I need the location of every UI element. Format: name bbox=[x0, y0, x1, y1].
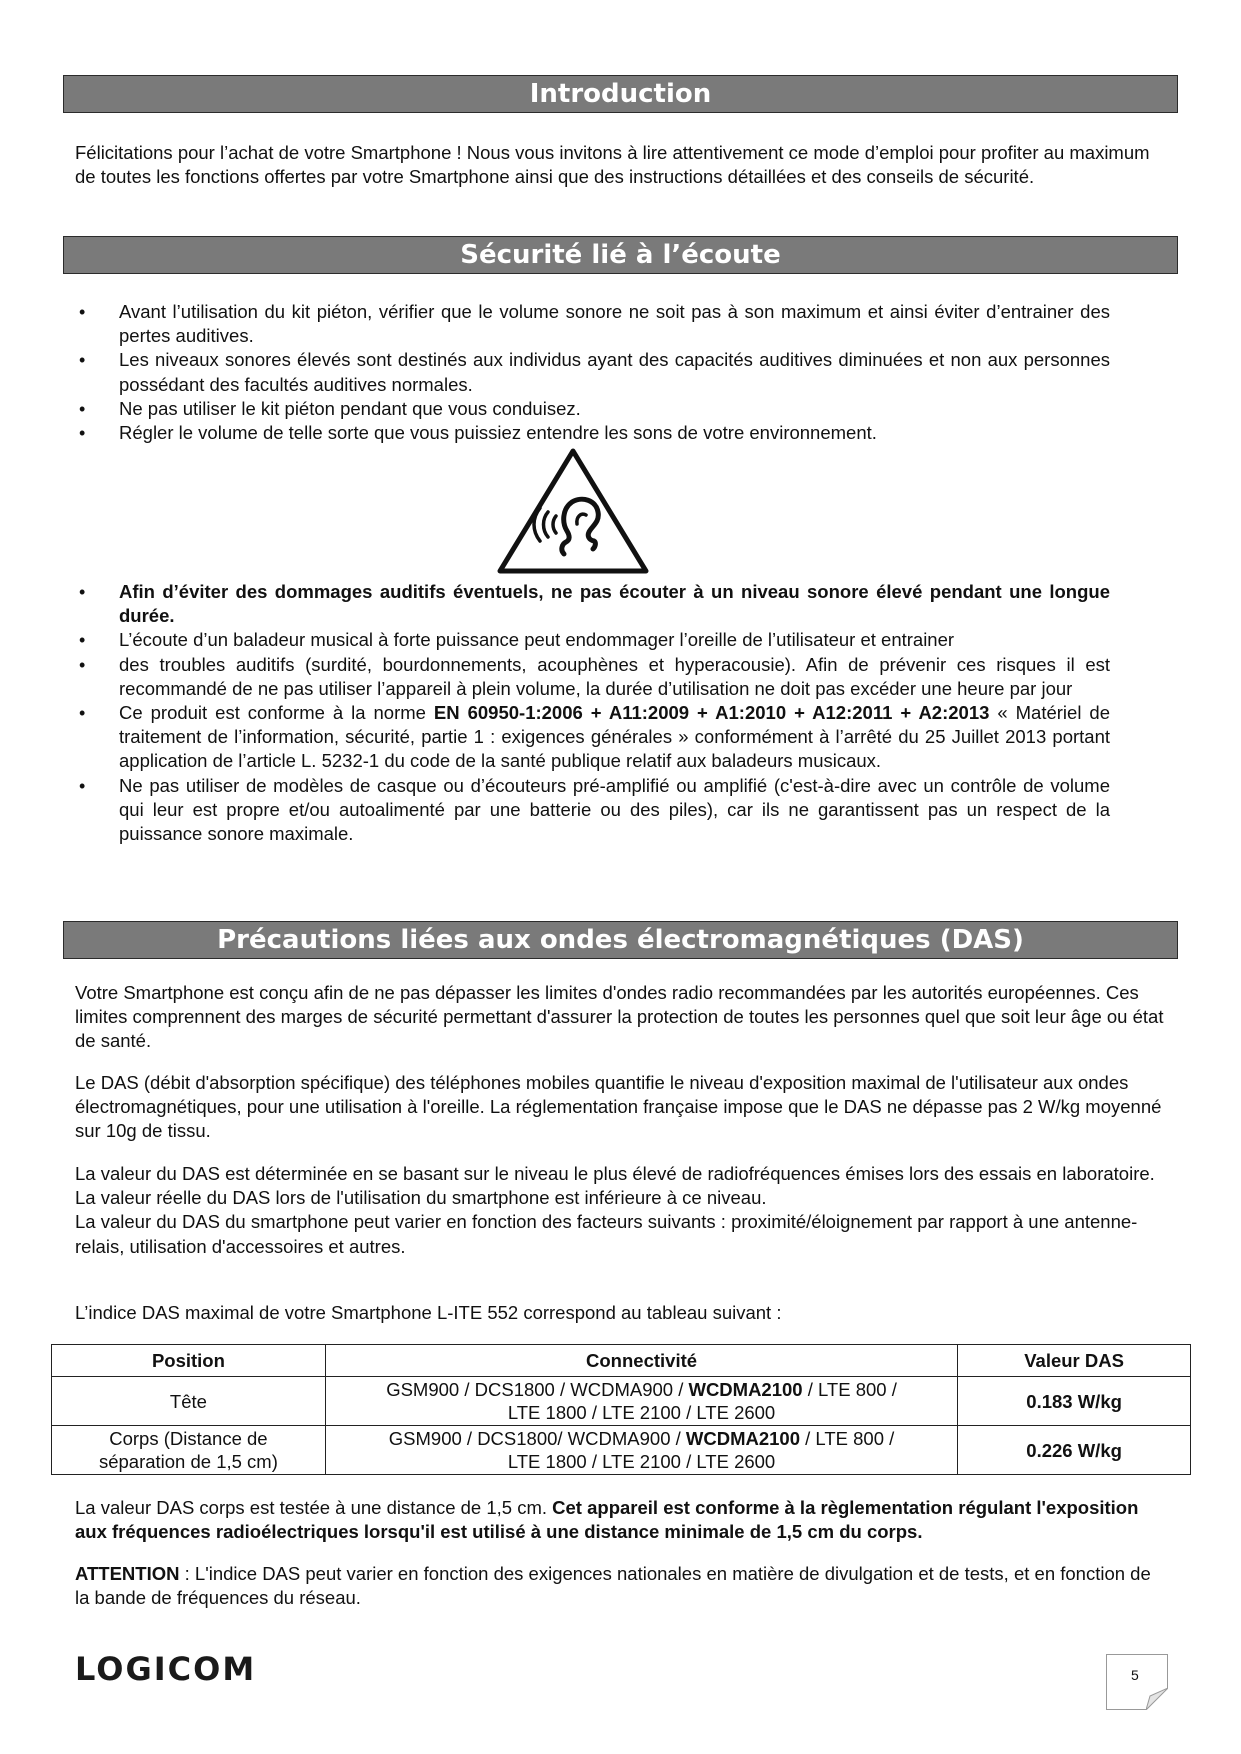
p6-text: : L'indice DAS peut varier en fonction des exigences nationales en matière de divulgation et de tests, et en fonction de la bande de fréquences du réseau. bbox=[75, 1563, 1151, 1609]
attention-label: ATTENTION bbox=[75, 1563, 180, 1584]
section-header-securite: Sécurité lié à l’écoute bbox=[63, 236, 1178, 274]
page-number-box bbox=[1106, 1654, 1168, 1710]
intro-paragraph: Félicitations pour l’achat de votre Smartphone ! Nous vous invitons à lire attentivement ce mode d’emploi pour profiter au maximum de toutes les fonctions offertes par votre Smartphone ainsi que des instructions détaillées et des conseils de sécurité. bbox=[75, 142, 1150, 188]
conn-part: GSM900 / DCS1800 / WCDMA900 / bbox=[386, 1379, 689, 1400]
column-header-position: Position bbox=[52, 1345, 326, 1377]
cell-position: Corps (Distance de séparation de 1,5 cm) bbox=[52, 1426, 326, 1475]
das-paragraph-6 bbox=[75, 1562, 1170, 1610]
cell-value: 0.226 W/kg bbox=[958, 1426, 1191, 1475]
list-item: • Régler le volume de telle sorte que vous puissiez entendre les sons de votre environnement. bbox=[75, 421, 1110, 445]
cell-value: 0.183 W/kg bbox=[958, 1377, 1191, 1426]
page-curl-icon bbox=[1146, 1688, 1168, 1710]
cell-connectivite bbox=[325, 1377, 957, 1426]
section-header-introduction: Introduction bbox=[63, 75, 1178, 113]
conn-bold: WCDMA2100 bbox=[685, 1428, 801, 1449]
list-item: • Ne pas utiliser de modèles de casque ou d’écouteurs pré-amplifié ou amplifié (c'est-à-dire avec un contrôle de volume qui leur est propre et/ou autoalimenté par une batterie ou des piles), car ils ne garantissent pas un respect de la puissance sonore maximale. bbox=[75, 774, 1110, 847]
das-table bbox=[51, 1344, 1191, 1475]
securite-list-b bbox=[75, 580, 1110, 846]
das-paragraph-3 bbox=[75, 1162, 1170, 1259]
page-number: 5 bbox=[1131, 1667, 1139, 1683]
list-item: • des troubles auditifs (surdité, bourdonnements, acouphènes et hyperacousie). Afin de prévenir ces risques il est recommandé de ne pas utiliser l’appareil à plein volume, la durée d’utilisation ne doit pas excéder une heure par jour bbox=[75, 653, 1110, 701]
conn-part: / LTE 800 / bbox=[800, 1428, 895, 1449]
list-item: • Ne pas utiliser le kit piéton pendant que vous conduisez. bbox=[75, 397, 1110, 421]
conn-line-2: LTE 1800 / LTE 2100 / LTE 2600 bbox=[507, 1451, 776, 1472]
conn-bold: WCDMA2100 bbox=[688, 1379, 803, 1400]
logicom-logo: LOGICOM bbox=[75, 1650, 257, 1688]
norm-reference: EN 60950-1:2006 + A11:2009 + A1:2010 + A12:2011 + A2:2013 bbox=[433, 702, 990, 724]
table-header-row bbox=[52, 1345, 1191, 1377]
table-row bbox=[52, 1426, 1191, 1475]
list-item: • Avant l’utilisation du kit piéton, vérifier que le volume sonore ne soit pas à son maximum et ainsi éviter d’entrainer des pertes auditives. bbox=[75, 300, 1110, 348]
cell-position: Tête bbox=[52, 1377, 326, 1426]
list-item bbox=[75, 580, 1110, 628]
conn-part: / LTE 800 / bbox=[802, 1379, 897, 1400]
das-line-3c: La valeur du DAS du smartphone peut varier en fonction des facteurs suivants : proximité/éloignement par rapport à une antenne-relais, utilisation d'accessoires et autres. bbox=[75, 1211, 1138, 1257]
list-item bbox=[75, 701, 1110, 774]
bold-warning: Afin d’éviter des dommages auditifs éventuels, ne pas écouter à un niveau sonore élevé pendant une longue durée. bbox=[119, 581, 1110, 627]
das-paragraph-2: Le DAS (débit d'absorption spécifique) des téléphones mobiles quantifie le niveau d'exposition maximal de l'utilisateur aux ondes électromagnétiques, pour une utilisation à l'oreille. La réglementation française impose que le DAS ne dépasse pas 2 W/kg moyenné sur 10g de tissu. bbox=[75, 1072, 1162, 1142]
p5-text: La valeur DAS corps est testée à une distance de 1,5 cm. bbox=[75, 1497, 553, 1518]
list-item: • Les niveaux sonores élevés sont destinés aux individus ayant des capacités auditives diminuées et non aux personnes possédant des facultés auditives normales. bbox=[75, 348, 1110, 396]
norm-intro: Ce produit est conforme à la norme bbox=[119, 702, 434, 724]
section-header-das: Précautions liées aux ondes électromagnétiques (DAS) bbox=[63, 921, 1178, 959]
table-row bbox=[52, 1377, 1191, 1426]
das-line-3a: La valeur du DAS est déterminée en se basant sur le niveau le plus élevé de radiofréquences émises lors des essais en laboratoire. bbox=[75, 1163, 1155, 1184]
securite-list-a bbox=[75, 300, 1110, 445]
p5-bold: Cet appareil est conforme à la règlementation régulant l'exposition aux fréquences radioélectriques lorsqu'il est utilisé à une distance minimale de 1,5 cm du corps. bbox=[75, 1497, 1139, 1543]
hearing-warning-icon bbox=[496, 446, 650, 576]
das-paragraph-4: L’indice DAS maximal de votre Smartphone L-ITE 552 correspond au tableau suivant : bbox=[75, 1302, 782, 1323]
list-item: • L’écoute d’un baladeur musical à forte puissance peut endommager l’oreille de l’utilisateur et entrainer bbox=[75, 628, 1110, 652]
conn-part: GSM900 / DCS1800/ WCDMA900 / bbox=[388, 1428, 686, 1449]
column-header-valeur: Valeur DAS bbox=[958, 1345, 1191, 1377]
conn-line-2: LTE 1800 / LTE 2100 / LTE 2600 bbox=[507, 1402, 776, 1423]
norm-details: « Matériel de traitement de l’information, sécurité, partie 1 : exigences générales » conformément à l’arrêté du 25 Juillet 2013 portant application de l’article L. 5232-1 du code de la santé publique relatif aux baladeurs musicaux. bbox=[119, 702, 1110, 772]
das-paragraph-1: Votre Smartphone est conçu afin de ne pas dépasser les limites d'ondes radio recommandées par les autorités européennes. Ces limites comprennent des marges de sécurité permettant d'assurer la protection de toutes les personnes quel que soit leur âge ou état de santé. bbox=[75, 982, 1164, 1052]
cell-connectivite bbox=[325, 1426, 957, 1475]
das-paragraph-5 bbox=[75, 1496, 1170, 1544]
das-line-3b: La valeur réelle du DAS lors de l'utilisation du smartphone est inférieure à ce niveau. bbox=[75, 1187, 767, 1209]
column-header-connectivite: Connectivité bbox=[325, 1345, 957, 1377]
